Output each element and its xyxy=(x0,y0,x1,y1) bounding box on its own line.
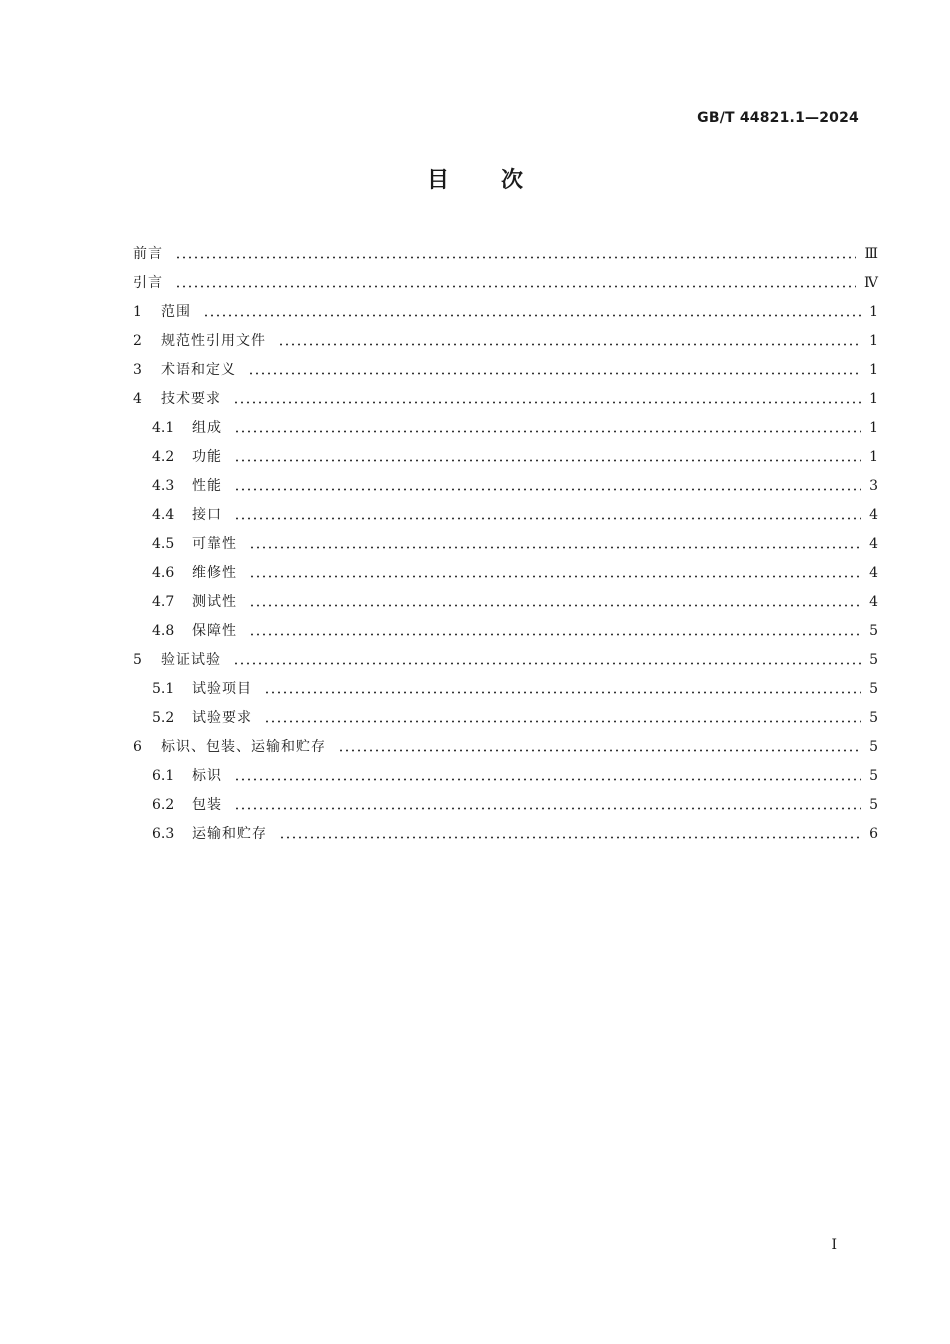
toc-entry-number: 6.2 xyxy=(152,797,175,813)
toc-dot-leader xyxy=(234,517,861,520)
toc-entry-page: 1 xyxy=(869,362,878,378)
toc-entry[interactable] xyxy=(133,791,878,820)
page-number: Ⅰ xyxy=(831,1237,837,1253)
toc-entry-page: 1 xyxy=(869,333,878,349)
toc-entry-page: 5 xyxy=(869,623,878,639)
toc-dot-leader xyxy=(338,749,861,752)
toc-entry-label: 功能 xyxy=(192,449,222,465)
toc-entry-number: 6.1 xyxy=(152,768,175,784)
toc-entry[interactable] xyxy=(133,269,878,298)
toc-entry-page: 3 xyxy=(869,478,878,494)
toc-entry-number: 1 xyxy=(133,304,142,320)
toc-dot-leader xyxy=(233,662,861,665)
toc-entry-label: 测试性 xyxy=(192,594,237,610)
toc-entry-label: 试验项目 xyxy=(192,681,252,697)
toc-entry-label: 可靠性 xyxy=(192,536,237,552)
toc-entry-label: 技术要求 xyxy=(161,391,221,407)
toc-dot-leader xyxy=(248,372,861,375)
toc-entry-number: 5.1 xyxy=(152,681,175,697)
toc-entry[interactable] xyxy=(133,443,878,472)
toc-entry-page: 4 xyxy=(869,565,878,581)
toc-entry-label: 运输和贮存 xyxy=(192,826,267,842)
toc-entry-page: 5 xyxy=(869,652,878,668)
toc-entry[interactable] xyxy=(133,646,878,675)
toc-entry[interactable] xyxy=(133,617,878,646)
toc-dot-leader xyxy=(234,459,861,462)
toc-entry-label: 范围 xyxy=(161,304,191,320)
toc-entry-label: 规范性引用文件 xyxy=(161,333,266,349)
toc-entry[interactable] xyxy=(133,675,878,704)
toc-dot-leader xyxy=(279,836,861,839)
toc-dot-leader xyxy=(175,256,856,259)
toc-entry-page: 1 xyxy=(869,391,878,407)
toc-entry[interactable] xyxy=(133,240,878,269)
toc-entry[interactable] xyxy=(133,762,878,791)
toc-entry[interactable] xyxy=(133,704,878,733)
toc-entry-label: 术语和定义 xyxy=(161,362,236,378)
toc-dot-leader xyxy=(203,314,861,317)
toc-entry-page: 5 xyxy=(869,768,878,784)
toc-entry-label: 标识 xyxy=(192,768,222,784)
table-of-contents xyxy=(133,240,878,849)
toc-entry-page: 5 xyxy=(869,797,878,813)
toc-entry[interactable] xyxy=(133,356,878,385)
toc-entry-page: 1 xyxy=(869,449,878,465)
toc-entry-page: 1 xyxy=(869,304,878,320)
toc-entry-number: 6 xyxy=(133,739,142,755)
toc-dot-leader xyxy=(234,488,861,491)
toc-dot-leader xyxy=(264,720,861,723)
toc-entry-page: Ⅳ xyxy=(864,275,878,291)
toc-entry-page: 4 xyxy=(869,536,878,552)
toc-entry-number: 3 xyxy=(133,362,142,378)
toc-entry[interactable] xyxy=(133,559,878,588)
toc-dot-leader xyxy=(233,401,861,404)
toc-entry-page: 4 xyxy=(869,594,878,610)
toc-entry-label: 维修性 xyxy=(192,565,237,581)
toc-dot-leader xyxy=(264,691,861,694)
toc-dot-leader xyxy=(249,575,861,578)
toc-entry-label: 包装 xyxy=(192,797,222,813)
toc-entry[interactable] xyxy=(133,501,878,530)
toc-entry-number: 4.8 xyxy=(152,623,175,639)
toc-entry-page: 5 xyxy=(869,739,878,755)
toc-entry-page: Ⅲ xyxy=(864,246,878,262)
toc-dot-leader xyxy=(249,604,861,607)
toc-entry[interactable] xyxy=(133,414,878,443)
toc-dot-leader xyxy=(175,285,856,288)
toc-dot-leader xyxy=(249,546,861,549)
toc-entry-number: 4.5 xyxy=(152,536,175,552)
toc-entry-label: 保障性 xyxy=(192,623,237,639)
toc-entry-number: 4.4 xyxy=(152,507,175,523)
toc-entry-label: 验证试验 xyxy=(161,652,221,668)
toc-dot-leader xyxy=(278,343,861,346)
standard-code: GB/T 44821.1—2024 xyxy=(697,110,859,126)
toc-entry-page: 1 xyxy=(869,420,878,436)
toc-dot-leader xyxy=(234,778,861,781)
toc-entry-number: 6.3 xyxy=(152,826,175,842)
toc-entry[interactable] xyxy=(133,327,878,356)
page-title: 目次 xyxy=(426,168,575,193)
toc-entry-number: 4.6 xyxy=(152,565,175,581)
toc-entry-label: 组成 xyxy=(192,420,222,436)
toc-entry-page: 5 xyxy=(869,710,878,726)
toc-entry[interactable] xyxy=(133,820,878,849)
toc-dot-leader xyxy=(234,430,861,433)
toc-entry-number: 4.2 xyxy=(152,449,175,465)
toc-entry-page: 4 xyxy=(869,507,878,523)
toc-entry-label: 引言 xyxy=(133,275,163,291)
toc-entry-number: 5.2 xyxy=(152,710,175,726)
toc-entry-label: 接口 xyxy=(192,507,222,523)
toc-entry[interactable] xyxy=(133,530,878,559)
toc-entry[interactable] xyxy=(133,298,878,327)
toc-entry-number: 2 xyxy=(133,333,142,349)
toc-entry-number: 4.3 xyxy=(152,478,175,494)
toc-entry-label: 前言 xyxy=(133,246,163,262)
toc-entry[interactable] xyxy=(133,472,878,501)
toc-entry-label: 标识、包装、运输和贮存 xyxy=(161,739,326,755)
toc-entry-number: 4.7 xyxy=(152,594,175,610)
toc-entry-label: 试验要求 xyxy=(192,710,252,726)
toc-entry[interactable] xyxy=(133,385,878,414)
toc-entry[interactable] xyxy=(133,733,878,762)
toc-entry-number: 4 xyxy=(133,391,142,407)
toc-dot-leader xyxy=(234,807,861,810)
toc-entry-number: 4.1 xyxy=(152,420,175,436)
toc-entry-label: 性能 xyxy=(192,478,222,494)
toc-entry-page: 5 xyxy=(869,681,878,697)
toc-entry-page: 6 xyxy=(869,826,878,842)
toc-dot-leader xyxy=(249,633,861,636)
toc-entry-number: 5 xyxy=(133,652,142,668)
toc-entry[interactable] xyxy=(133,588,878,617)
